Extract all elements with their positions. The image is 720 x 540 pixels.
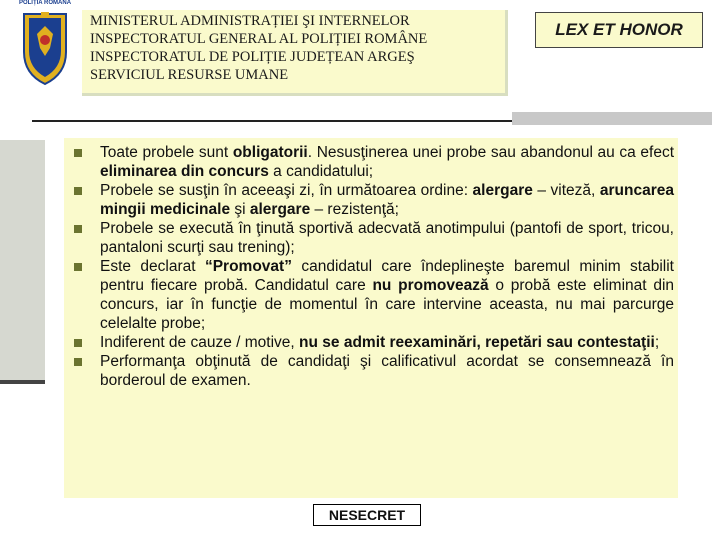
rule-text-bold: nu se admit reexaminări, repetări sau contestaţii — [299, 334, 655, 351]
motto: LEX ET HONOR — [555, 20, 683, 39]
rules-list — [74, 143, 674, 390]
police-logo — [14, 0, 76, 90]
ministry-line: MINISTERUL ADMINISTRAȚIEI ŞI INTERNELOR — [90, 13, 410, 29]
logo-caption: POLIȚIA ROMÂNĂ — [18, 0, 72, 6]
rule-text-bold: obligatorii — [232, 144, 308, 161]
rule-item — [74, 352, 674, 390]
rule-item — [74, 181, 674, 219]
coat-of-arms-icon — [14, 8, 76, 90]
rule-text: o probă este eliminat din concurs, iar în funcţie de momentul în care intervine aceasta, nu mai parcurge celelalte probe; — [100, 277, 675, 332]
rule-text: ; — [654, 334, 660, 351]
motto-box — [535, 12, 703, 48]
hr-service-line: SERVICIUL RESURSE UMANE — [90, 67, 289, 83]
rule-text: şi — [230, 201, 250, 218]
square-bullet-icon — [74, 263, 82, 271]
rule-item — [74, 219, 674, 257]
rule-text-bold: aruncarea mingii medicinale — [100, 182, 674, 218]
left-accent-bar — [0, 140, 45, 382]
rule-text: Toate probele sunt — [100, 144, 233, 161]
classification-label: NESECRET — [328, 507, 406, 523]
rule-text: Indiferent de cauze / motive, — [100, 334, 300, 351]
rule-text: Probele se susţin în aceeaşi zi, în următoarea ordine: — [100, 182, 473, 199]
inspectorate-general-line: INSPECTORATUL GENERAL AL POLIȚIEI ROMÂNE — [90, 31, 428, 47]
square-bullet-icon — [74, 358, 82, 366]
rule-text: Probele se execută în ţinută sportivă adecvată anotimpului (pantofi de sport, tricou, pantaloni scurţi sau trening); — [100, 220, 674, 256]
rule-text: Performanţa obţinută de candidaţi şi calificativul acordat se consemnează în borderoul de examen. — [100, 353, 674, 389]
rule-text: – rezistenţă; — [310, 201, 399, 218]
classification-stamp — [313, 504, 421, 526]
rule-text-bold: eliminarea din concurs — [100, 163, 269, 180]
square-bullet-icon — [74, 225, 82, 233]
rule-text: a candidatului; — [268, 163, 374, 180]
rule-text-bold: alergare — [472, 182, 533, 199]
county-inspectorate-line: INSPECTORATUL DE POLIȚIE JUDEȚEAN ARGEŞ — [90, 49, 415, 65]
rule-item — [74, 143, 674, 181]
rule-text: Este declarat — [100, 258, 205, 275]
rule-text-bold: “Promovat” — [204, 258, 292, 275]
left-accent-base — [0, 380, 45, 384]
rule-item — [74, 333, 674, 352]
rule-text-bold: alergare — [249, 201, 311, 218]
rule-text: – viteză, — [532, 182, 600, 199]
rule-item — [74, 257, 674, 333]
rule-text-bold: nu promovează — [372, 277, 489, 294]
header-panel — [82, 10, 508, 96]
square-bullet-icon — [74, 339, 82, 347]
rule-text: . Nesusţinerea unei probe sau abandonul au ca efect — [307, 144, 674, 161]
divider-grey — [512, 112, 712, 125]
square-bullet-icon — [74, 187, 82, 195]
rule-text: candidatul care îndeplineşte baremul minim stabilit pentru fiecare probă. Candidatul care — [100, 258, 674, 294]
divider-dark — [32, 120, 512, 122]
square-bullet-icon — [74, 149, 82, 157]
